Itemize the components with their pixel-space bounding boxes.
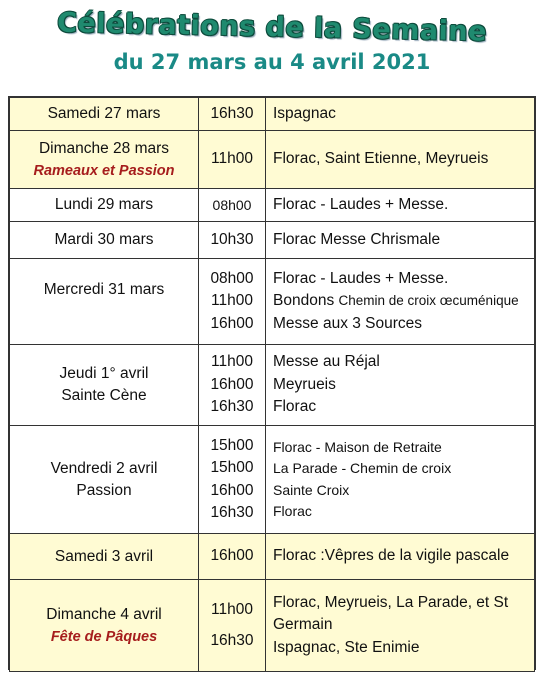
day-label: Mardi 30 mars [54,231,154,248]
time-label: 15h00 [210,459,254,476]
table-row [10,98,535,131]
time-cell [199,580,266,672]
day-label: Vendredi 2 avril [50,459,158,477]
table-row [10,259,535,345]
place-line [273,290,534,313]
place-label: Florac [273,503,312,519]
day-label: Samedi 3 avril [54,547,154,565]
time-label: 16h30 [210,398,254,416]
place-label: Bondons [273,292,335,310]
time-label: 16h30 [210,631,254,649]
table-row [10,345,535,426]
place-label: Florac, Saint Etienne, Meyrueis [273,150,489,168]
day-label: Mercredi 31 mars [43,281,165,298]
place-cell [266,534,535,580]
schedule-table [8,96,536,670]
header [0,0,544,92]
time-label: 16h00 [210,547,254,565]
day-cell [10,426,199,534]
day-cell [10,534,199,580]
place-label: Sainte Croix [273,481,350,498]
place-label: La Parade - Chemin de croix [273,460,452,476]
time-label: 15h00 [210,436,254,454]
time-cell [199,534,266,580]
table-row [10,222,535,259]
place-label: Florac, Meyrueis, La Parade, et St [273,593,509,611]
time-label: 11h00 [211,150,253,168]
feast-label: Passion [76,481,132,499]
feast-label: Fête de Pâques [50,628,158,645]
time-label: 16h00 [210,375,254,393]
day-cell [10,580,199,672]
place-label: Ispagnac, Ste Enimie [273,638,420,656]
place-label: Messe au Réjal [273,353,380,371]
day-cell [10,189,199,222]
place-label: Germain [273,616,333,634]
time-cell [199,131,266,189]
place-label: Florac [273,398,317,416]
place-cell [266,580,535,672]
day-cell [10,222,199,259]
place-cell [266,189,535,222]
day-cell [10,259,199,345]
table-row [10,189,535,222]
day-label: Lundi 29 mars [54,196,154,213]
table-row [10,426,535,534]
place-cell [266,222,535,259]
time-label: 11h00 [211,353,253,371]
place-label: Ispagnac [273,104,336,122]
place-cell [266,98,535,131]
place-cell [266,345,535,426]
day-cell [10,131,199,189]
time-cell [199,345,266,426]
place-label: Florac :Vêpres de la vigile pascale [273,547,510,565]
time-cell [199,426,266,534]
time-label: 16h00 [210,481,254,499]
time-label: 16h30 [210,504,254,521]
place-cell [266,259,535,345]
day-label: Dimanche 28 mars [38,139,170,157]
day-label: Dimanche 4 avril [46,605,162,623]
feast-label: Rameaux et Passion [33,162,175,179]
page-subtitle: du 27 mars au 4 avril 2021 [113,50,431,74]
time-cell [199,259,266,345]
day-label: Jeudi 1° avril [59,365,149,382]
day-cell [10,98,199,131]
place-label: Florac - Laudes + Messe. [273,269,449,287]
time-cell [199,222,266,259]
spacer [199,622,265,630]
place-detail: Chemin de croix œcuménique [338,293,519,309]
day-cell [10,345,199,426]
day-label: Samedi 27 mars [47,105,161,122]
place-label: Meyrueis [273,375,336,393]
place-cell [266,131,535,189]
time-label: 08h00 [210,269,254,287]
page-title: Célébrations de la Semaine [56,7,488,48]
time-cell [199,189,266,222]
table-row [10,534,535,580]
place-cell [266,426,535,534]
time-label: 08h00 [212,196,252,213]
feast-label: Sainte Cène [61,387,147,404]
time-label: 11h00 [211,601,253,618]
place-label: Florac - Maison de Retraite [273,438,442,455]
time-label: 10h30 [210,230,254,248]
place-label: Florac Messe Chrismale [273,230,441,248]
time-label: 16h00 [210,314,254,332]
table-row [10,131,535,189]
time-label: 11h00 [211,292,253,310]
place-label: Messe aux 3 Sources [273,314,423,332]
time-cell [199,98,266,131]
place-label: Florac - Laudes + Messe. [273,195,449,213]
time-label: 16h30 [210,104,254,122]
table-row [10,580,535,672]
